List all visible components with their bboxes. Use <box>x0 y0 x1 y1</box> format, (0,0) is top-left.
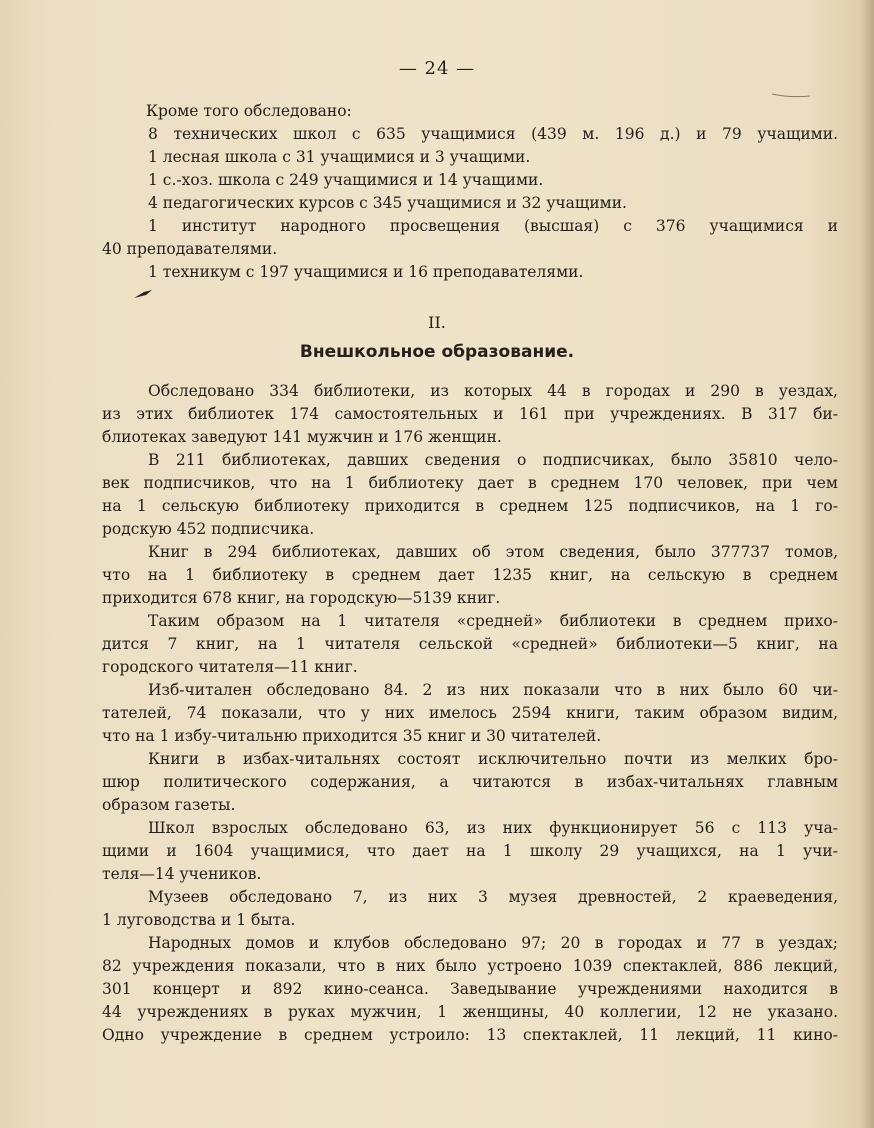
page-edge-shadow <box>860 0 874 1128</box>
section-title: Внешкольное образование. <box>299 342 575 362</box>
body-line: Школ взрослых обследовано 63, из них функционирует 56 с 113 уча- <box>148 819 838 837</box>
body-line: Народных домов и клубов обследовано 97; 20 в городах и 77 в уездах; <box>148 934 838 952</box>
body-line: Музеев обследовано 7, из них 3 музея древностей, 2 краеведения, <box>148 888 838 906</box>
body-line: что на 1 библиотеку в среднем дает 1235 книг, на сельскую в среднем <box>102 566 838 584</box>
body-line: теля—14 учеников. <box>102 865 262 883</box>
intro-line: 8 технических школ с 635 учащимися (439 м. 196 д.) и 79 учащими. <box>148 125 838 143</box>
body-line: век подписчиков, что на 1 библиотеку дает в среднем 170 человек, при чем <box>102 474 838 492</box>
body-line: Таким образом на 1 читателя «средней» библиотеки в среднем прихо- <box>148 612 838 630</box>
body-line: Книг в 294 библиотеках, давших об этом сведения, было 377737 томов, <box>148 543 838 561</box>
intro-line: 4 педагогических курсов с 345 учащимися и 32 учащими. <box>148 194 627 212</box>
body-line: щими и 1604 учащимися, что дает на 1 школу 29 учащихся, на 1 учи- <box>102 842 838 860</box>
section-body <box>102 380 838 1047</box>
body-line: Обследовано 334 библиотеки, из которых 44 в городах и 290 в уездах, <box>148 382 838 400</box>
intro-line: 40 преподавателями. <box>102 240 278 258</box>
body-line: приходится 678 книг, на городскую—5139 книг. <box>102 589 501 607</box>
intro-line: 1 техникум с 197 учащимися и 16 преподавателями. <box>148 263 584 281</box>
page-number: — 24 — <box>398 58 476 79</box>
intro-line: 1 институт народного просвещения (высшая) с 376 учащимися и <box>148 217 838 235</box>
body-line: на 1 сельскую библиотеку приходится в среднем 125 подписчиков, на 1 го- <box>102 497 838 515</box>
scratch-mark <box>770 88 830 102</box>
body-line: 82 учреждения показали, что в них было устроено 1039 спектаклей, 886 лекций, <box>102 957 838 975</box>
body-line: 1 луговодства и 1 быта. <box>102 911 296 929</box>
body-line: Одно учреждение в среднем устроило: 13 спектаклей, 11 лекций, 11 кино- <box>102 1026 838 1044</box>
ink-blot-mark <box>130 286 160 302</box>
body-line: из этих библиотек 174 самостоятельных и 161 при учреждениях. В 317 би- <box>102 405 838 423</box>
section-number: II. <box>428 313 446 332</box>
intro-line: Кроме того обследовано: <box>146 102 352 120</box>
body-line: Изб-читален обследовано 84. 2 из них показали что в них было 60 чи- <box>148 681 838 699</box>
body-line: образом газеты. <box>102 796 236 814</box>
body-line: Книги в избах-читальнях состоят исключительно почти из мелких бро- <box>148 750 838 768</box>
body-line: городского читателя—11 книг. <box>102 658 358 676</box>
body-line: 301 концерт и 892 кино-сеанса. Заведывание учреждениями находится в <box>102 980 838 998</box>
body-line: что на 1 избу-читальню приходится 35 книг и 30 читателей. <box>102 727 602 745</box>
intro-list <box>102 100 838 284</box>
intro-line: 1 с.-хоз. школа с 249 учащимися и 14 учащими. <box>148 171 544 189</box>
intro-line: 1 лесная школа с 31 учащимися и 3 учащими. <box>148 148 531 166</box>
body-line: родскую 452 подписчика. <box>102 520 315 538</box>
body-line: блиотеках заведуют 141 мужчин и 176 женщин. <box>102 428 502 446</box>
body-line: тателей, 74 показали, что у них имелось 2594 книги, таким образом видим, <box>102 704 838 722</box>
body-line: дится 7 книг, на 1 читателя сельской «средней» библиотеки—5 книг, на <box>102 635 838 653</box>
body-line: 44 учреждениях в руках мужчин, 1 женщины, 40 коллегии, 12 не указано. <box>102 1003 838 1021</box>
body-line: шюр политического содержания, а читаются в избах-читальнях главным <box>102 773 838 791</box>
body-line: В 211 библиотеках, давших сведения о подписчиках, было 35810 чело- <box>148 451 838 469</box>
